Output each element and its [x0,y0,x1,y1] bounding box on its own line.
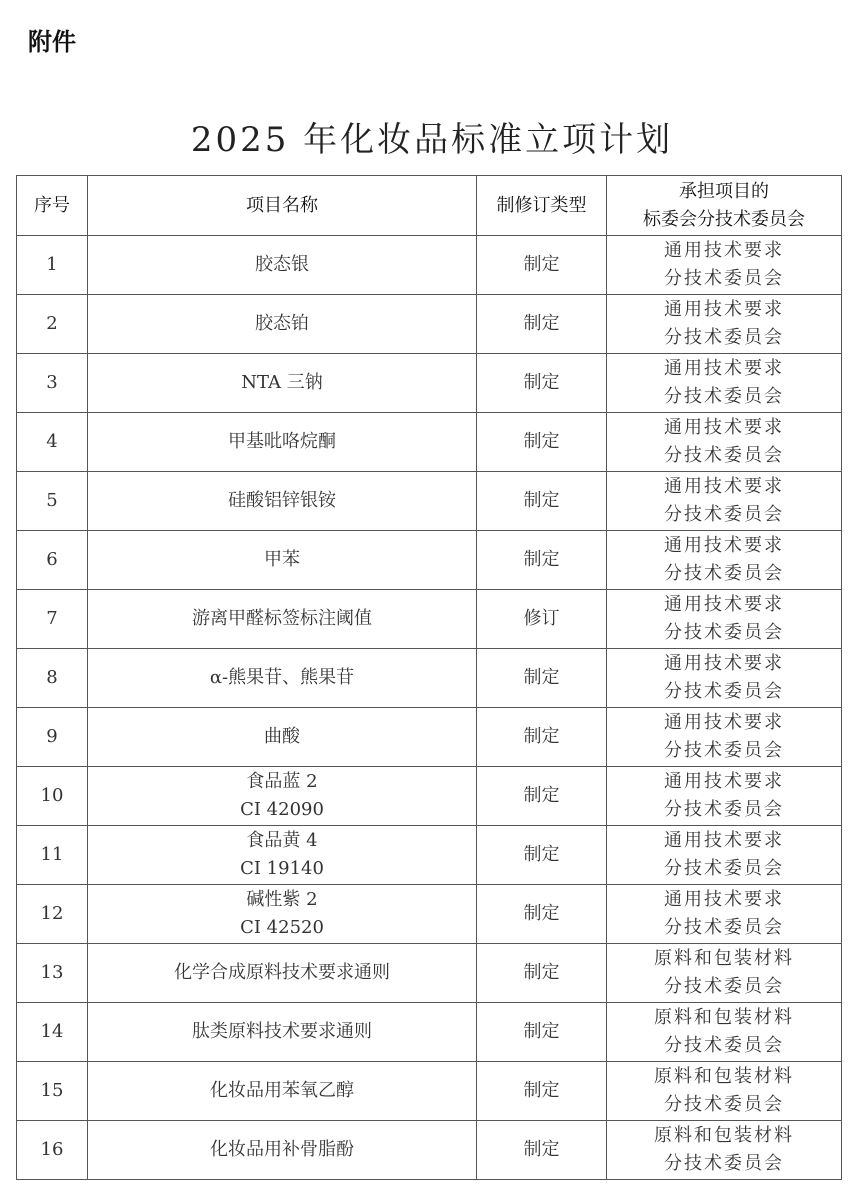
project-name: 甲苯 [264,549,300,570]
project-name: 食品黄 4 [246,830,318,851]
table-row [17,236,842,295]
row-number: 3 [17,354,88,413]
row-number: 8 [17,649,88,708]
attachment-label: 附件 [28,28,76,56]
row-type: 制定 [477,708,607,767]
table-row [17,767,842,826]
committee-line2: 分技术委员会 [664,1094,784,1115]
row-committee [607,413,842,472]
table-row [17,590,842,649]
row-name-cell [88,413,477,472]
row-number: 5 [17,472,88,531]
row-committee [607,1062,842,1121]
header-name: 项目名称 [88,176,477,236]
committee-line1: 通用技术要求 [664,830,784,851]
row-type: 制定 [477,354,607,413]
committee-line2: 分技术委员会 [664,327,784,348]
project-name: 化妆品用补骨脂酚 [210,1139,354,1160]
row-committee [607,590,842,649]
row-committee [607,295,842,354]
row-type: 制定 [477,944,607,1003]
row-committee [607,236,842,295]
row-type: 制定 [477,649,607,708]
committee-line1: 通用技术要求 [664,535,784,556]
committee-line2: 分技术委员会 [664,1153,784,1174]
row-committee [607,649,842,708]
row-committee [607,1003,842,1062]
row-name-cell [88,590,477,649]
project-name: 胶态银 [255,254,309,275]
project-name: 胶态铂 [255,313,309,334]
project-name: 游离甲醛标签标注阈值 [192,608,372,629]
project-name-ci: CI 42520 [240,917,324,938]
committee-line1: 通用技术要求 [664,771,784,792]
row-name-cell [88,826,477,885]
row-number: 10 [17,767,88,826]
table-row [17,354,842,413]
committee-line1: 通用技术要求 [664,417,784,438]
row-committee [607,944,842,1003]
row-type: 制定 [477,885,607,944]
row-type: 制定 [477,531,607,590]
row-type: 制定 [477,413,607,472]
row-name-cell [88,885,477,944]
project-name: α-熊果苷、熊果苷 [209,667,355,688]
table-row [17,649,842,708]
committee-line2: 分技术委员会 [664,386,784,407]
row-type: 制定 [477,472,607,531]
row-committee [607,531,842,590]
row-type: 制定 [477,826,607,885]
committee-line2: 分技术委员会 [664,799,784,820]
table-row [17,1121,842,1180]
row-number: 1 [17,236,88,295]
project-name: NTA 三钠 [241,372,323,393]
project-name: 硅酸铝锌银铵 [228,490,336,511]
table-row [17,944,842,1003]
committee-line2: 分技术委员会 [664,681,784,702]
row-number: 7 [17,590,88,649]
committee-line1: 原料和包装材料 [654,948,794,969]
committee-line2: 分技术委员会 [664,445,784,466]
row-number: 11 [17,826,88,885]
row-committee [607,767,842,826]
table-row [17,531,842,590]
committee-line1: 原料和包装材料 [654,1066,794,1087]
committee-line1: 通用技术要求 [664,476,784,497]
committee-line2: 分技术委员会 [664,268,784,289]
committee-line1: 通用技术要求 [664,889,784,910]
committee-line1: 原料和包装材料 [654,1007,794,1028]
committee-line2: 分技术委员会 [664,917,784,938]
header-no: 序号 [17,176,88,236]
committee-line2: 分技术委员会 [664,1035,784,1056]
table-row [17,708,842,767]
row-type: 制定 [477,767,607,826]
row-name-cell [88,649,477,708]
row-name-cell [88,531,477,590]
row-number: 16 [17,1121,88,1180]
table-row [17,885,842,944]
committee-line2: 分技术委员会 [664,858,784,879]
row-committee [607,472,842,531]
table-row [17,413,842,472]
row-name-cell [88,295,477,354]
project-name: 食品蓝 2 [246,771,318,792]
project-name-ci: CI 42090 [240,799,324,820]
row-type: 制定 [477,1062,607,1121]
row-number: 13 [17,944,88,1003]
row-name-cell [88,944,477,1003]
project-name-ci: CI 19140 [240,858,324,879]
table-row [17,826,842,885]
header-type: 制修订类型 [477,176,607,236]
row-committee [607,826,842,885]
row-type: 制定 [477,295,607,354]
committee-line1: 通用技术要求 [664,299,784,320]
project-name: 化妆品用苯氧乙醇 [210,1080,354,1101]
header-committee-line2: 标委会分技术委员会 [643,208,805,230]
committee-line2: 分技术委员会 [664,740,784,761]
page-title: 2025 年化妆品标准立项计划 [190,120,674,160]
committee-line1: 通用技术要求 [664,594,784,615]
table-row [17,1003,842,1062]
row-number: 6 [17,531,88,590]
row-type: 制定 [477,1121,607,1180]
table-row [17,1062,842,1121]
row-number: 14 [17,1003,88,1062]
row-number: 12 [17,885,88,944]
row-number: 2 [17,295,88,354]
committee-line1: 原料和包装材料 [654,1125,794,1146]
table-header-row [17,176,842,236]
table-row [17,472,842,531]
row-committee [607,708,842,767]
project-name: 肽类原料技术要求通则 [192,1021,372,1042]
row-number: 4 [17,413,88,472]
row-name-cell [88,767,477,826]
project-name: 碱性紫 2 [246,889,318,910]
committee-line2: 分技术委员会 [664,622,784,643]
row-type: 制定 [477,236,607,295]
row-committee [607,354,842,413]
row-name-cell [88,708,477,767]
row-type: 修订 [477,590,607,649]
row-committee [607,1121,842,1180]
row-name-cell [88,236,477,295]
committee-line2: 分技术委员会 [664,504,784,525]
committee-line2: 分技术委员会 [664,563,784,584]
header-committee [607,176,842,236]
row-name-cell [88,1062,477,1121]
committee-line1: 通用技术要求 [664,653,784,674]
row-number: 15 [17,1062,88,1121]
row-name-cell [88,354,477,413]
standards-plan-table [16,175,842,1180]
project-name: 曲酸 [264,726,300,747]
row-committee [607,885,842,944]
row-name-cell [88,472,477,531]
row-number: 9 [17,708,88,767]
row-type: 制定 [477,1003,607,1062]
project-name: 甲基吡咯烷酮 [228,431,336,452]
committee-line1: 通用技术要求 [664,712,784,733]
project-name: 化学合成原料技术要求通则 [174,962,390,983]
row-name-cell [88,1003,477,1062]
row-name-cell [88,1121,477,1180]
committee-line1: 通用技术要求 [664,240,784,261]
table-row [17,295,842,354]
committee-line1: 通用技术要求 [664,358,784,379]
committee-line2: 分技术委员会 [664,976,784,997]
header-committee-line1: 承担项目的 [679,180,769,202]
